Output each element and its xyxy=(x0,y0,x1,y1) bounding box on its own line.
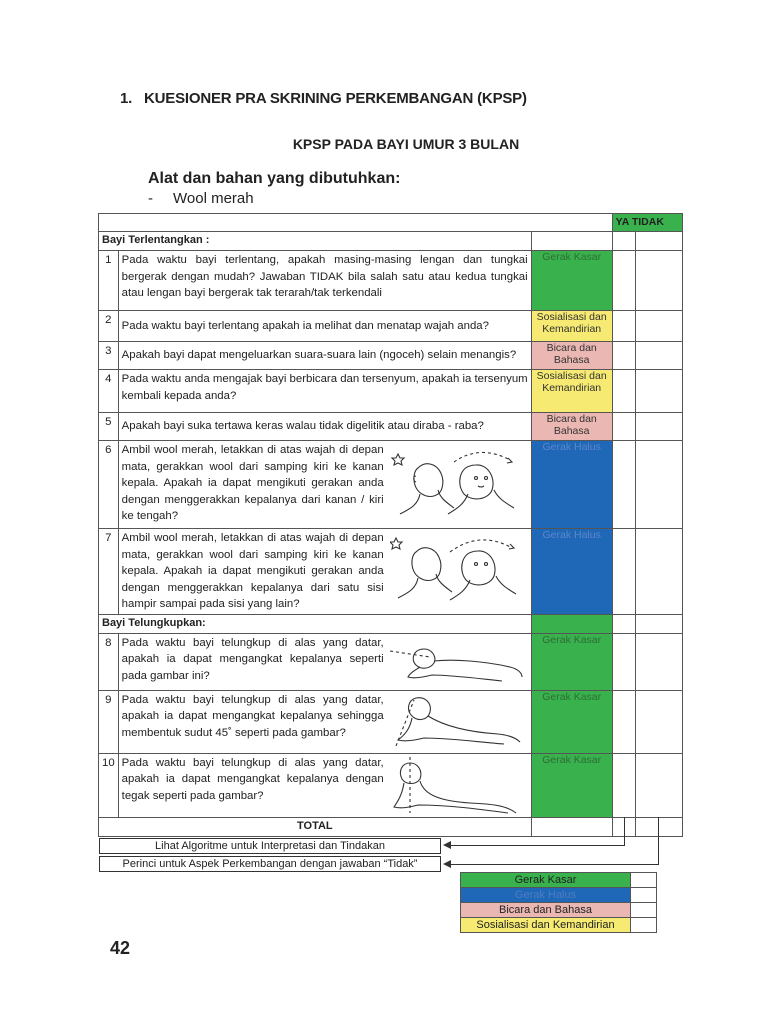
baby-prone-head-upright-illustration xyxy=(390,757,525,815)
table-row: 3 Apakah bayi dapat mengeluarkan suara-suara lain (ngoceh) selain menangis? Bicara dan Bahasa xyxy=(99,342,683,370)
section-heading xyxy=(120,90,527,107)
answer-yes-cell[interactable] xyxy=(612,251,635,311)
legend-item: Gerak Halus xyxy=(461,888,657,903)
legend-count-cell[interactable] xyxy=(631,888,657,903)
answer-yes-cell[interactable] xyxy=(612,633,635,690)
legend-item: Gerak Kasar xyxy=(461,873,657,888)
answer-yes-cell[interactable] xyxy=(612,753,635,817)
answer-yes-cell[interactable] xyxy=(612,529,635,615)
answer-no-cell[interactable] xyxy=(635,413,682,441)
table-row: 10 Pada waktu bayi telungkup di alas yang datar, apakah ia dapat mengangkat kepalanya dengan tegak seperti pada gambar? Gerak Kasar xyxy=(99,753,683,817)
total-row: TOTAL xyxy=(99,817,683,836)
legend-item: Bicara dan Bahasa xyxy=(461,903,657,918)
answer-yes-cell[interactable] xyxy=(612,413,635,441)
table-row: 6 Ambil wool merah, letakkan di atas wajah di depan mata, gerakkan wool dari samping kiri ke kanan kepala. Apakah ia dapat mengikuti gerakan anda dengan menggerakkan kepalanya dari kanan / kiri ke tengah? Gerak Halus xyxy=(99,441,683,529)
page-number: 42 xyxy=(110,938,131,958)
answer-no-cell[interactable] xyxy=(635,690,682,753)
answer-no-cell[interactable] xyxy=(635,370,682,413)
algorithm-box: Lihat Algoritme untuk Interpretasi dan Tindakan xyxy=(99,838,441,854)
answer-no-cell[interactable] xyxy=(635,342,682,370)
answer-yes-cell[interactable] xyxy=(612,441,635,529)
page-subtitle: KPSP PADA BAYI UMUR 3 BULAN xyxy=(292,136,520,152)
flow-line-yes-vertical xyxy=(624,817,625,845)
answer-no-cell[interactable] xyxy=(635,251,682,311)
legend-count-cell[interactable] xyxy=(631,873,657,888)
flow-line-no-horizontal xyxy=(450,864,659,865)
answer-no-cell[interactable] xyxy=(635,633,682,690)
table-row: 5 Apakah bayi suka tertawa keras walau tidak digelitik atau diraba - raba? Bicara dan Bahasa xyxy=(99,413,683,441)
legend-count-cell[interactable] xyxy=(631,918,657,933)
section-row-prone: Bayi Telungkupkan: xyxy=(99,614,683,633)
category-legend xyxy=(460,872,657,933)
kpsp-table xyxy=(98,213,683,837)
section-number: 1. xyxy=(120,90,133,107)
answer-yes-cell[interactable] xyxy=(612,342,635,370)
tools-label: Alat dan bahan yang dibutuhkan: xyxy=(148,170,401,187)
legend-item: Sosialisasi dan Kemandirian xyxy=(461,918,657,933)
flow-line-no-vertical xyxy=(658,817,659,864)
yes-no-header: YA TIDAK xyxy=(612,214,682,232)
baby-prone-45-degree-illustration xyxy=(390,694,525,750)
legend-count-cell[interactable] xyxy=(631,903,657,918)
answer-yes-cell[interactable] xyxy=(612,311,635,342)
answer-no-cell[interactable] xyxy=(635,311,682,342)
table-row: 2 Pada waktu bayi terlentang apakah ia melihat dan menatap wajah anda? Sosialisasi dan Kemandirian xyxy=(99,311,683,342)
table-row: 7 Ambil wool merah, letakkan di atas wajah di depan mata, gerakkan wool dari samping kiri ke kanan kepala. Apakah ia dapat mengikuti gerakan anda dengan menggerakkan kepalanya dari satu sisi hampir sampai pada sisi yang lain? Gerak Halus xyxy=(99,529,683,615)
baby-head-turn-illustration xyxy=(390,444,525,522)
baby-head-follow-illustration xyxy=(390,532,525,604)
answer-yes-cell[interactable] xyxy=(612,690,635,753)
baby-prone-head-lift-illustration xyxy=(390,637,525,687)
answer-no-cell[interactable] xyxy=(635,441,682,529)
flow-line-yes-horizontal xyxy=(450,845,625,846)
detail-box: Perinci untuk Aspek Perkembangan dengan jawaban “Tidak” xyxy=(99,856,441,872)
section-row-supine: Bayi Terlentangkan : xyxy=(99,232,683,251)
table-header-row xyxy=(99,214,683,232)
answer-yes-cell[interactable] xyxy=(612,370,635,413)
answer-no-cell[interactable] xyxy=(635,529,682,615)
arrow-left-icon xyxy=(443,860,451,868)
table-row: 8 Pada waktu bayi telungkup di alas yang datar, apakah ia dapat mengangkat kepalanya seperti pada gambar ini? Gerak Kasar xyxy=(99,633,683,690)
tools-item: - Wool merah xyxy=(148,190,254,207)
arrow-left-icon xyxy=(443,841,451,849)
table-row: 9 Pada waktu bayi telungkup di alas yang datar, apakah ia dapat mengangkat kepalanya sehingga membentuk sudut 45˚ seperti pada gambar? Gerak Kasar xyxy=(99,690,683,753)
table-row: 4 Pada waktu anda mengajak bayi berbicara dan tersenyum, apakah ia tersenyum kembali kepada anda? Sosialisasi dan Kemandirian xyxy=(99,370,683,413)
section-title: KUESIONER PRA SKRINING PERKEMBANGAN (KPSP) xyxy=(144,90,527,107)
table-row: 1 Pada waktu bayi terlentang, apakah masing-masing lengan dan tungkai bergerak dengan mudah? Jawaban TIDAK bila salah satu atau kedua tungkai atau lengan bayi bergerak tak terarah/tak terkendali Gerak Kasar xyxy=(99,251,683,311)
answer-no-cell[interactable] xyxy=(635,753,682,817)
